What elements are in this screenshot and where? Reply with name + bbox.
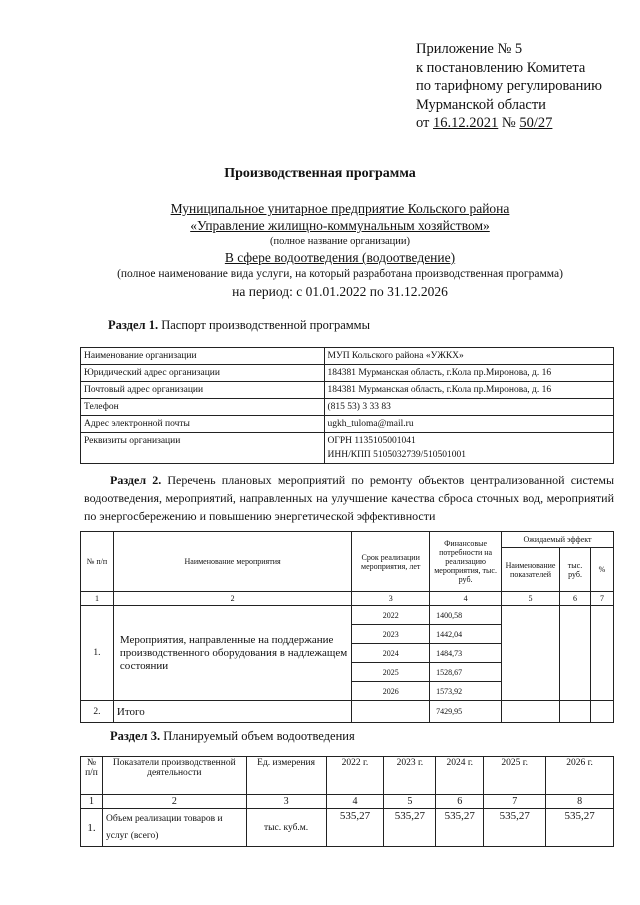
volume-table bbox=[80, 756, 614, 847]
document-title: Производственная программа bbox=[224, 166, 416, 181]
measure-num: 1. bbox=[81, 606, 114, 701]
service-note: (полное наименование вида услуги, на который разработана производственная программа) bbox=[117, 268, 563, 280]
header-line: по тарифному регулированию bbox=[416, 78, 602, 95]
header-number: 50/27 bbox=[519, 115, 553, 132]
table-row bbox=[81, 433, 614, 464]
col-header: № п/п bbox=[81, 757, 103, 795]
passport-key: Наименование организации bbox=[81, 348, 325, 365]
col-header: Финансовые потребности на реализацию мероприятия, тыс. руб. bbox=[430, 532, 502, 592]
passport-value: (815 53) 3 33 83 bbox=[324, 399, 613, 416]
measure-name: Мероприятия, направленные на поддержание производственного оборудования в надлежащем состоянии bbox=[113, 606, 351, 701]
volume-num: 1. bbox=[81, 809, 103, 847]
section3-heading: Раздел 3. Планируемый объем водоотведения bbox=[110, 729, 355, 743]
table-row bbox=[81, 382, 614, 399]
col-header: 2023 г. bbox=[384, 757, 436, 795]
table-row bbox=[81, 348, 614, 365]
measure-value: 1573,92 bbox=[430, 682, 502, 701]
measure-value: 1442,04 bbox=[430, 625, 502, 644]
table-row bbox=[81, 532, 614, 548]
col-header: № п/п bbox=[81, 532, 114, 592]
table-row bbox=[81, 416, 614, 433]
col-header: Ожидаемый эффект bbox=[502, 532, 614, 548]
org-note: (полное название организации) bbox=[269, 236, 411, 247]
header-date-line: от 16.12.2021 № 50/27 bbox=[416, 115, 553, 132]
section1-heading: Раздел 1. Паспорт производственной программы bbox=[108, 318, 370, 332]
col-header: 2026 г. bbox=[546, 757, 614, 795]
table-row bbox=[81, 809, 614, 847]
volume-indicator: Объем реализации товаров и услуг (всего) bbox=[102, 809, 246, 847]
passport-value: ОГРН 1135105001041 ИНН/КПП 5105032739/510501001 bbox=[324, 433, 613, 464]
volume-value: 535,27 bbox=[384, 809, 436, 847]
col-header: тыс. руб. bbox=[560, 548, 591, 592]
measure-year: 2025 bbox=[352, 663, 430, 682]
passport-value: 184381 Мурманская область, г.Кола пр.Миронова, д. 16 bbox=[324, 382, 613, 399]
measure-value: 1484,73 bbox=[430, 644, 502, 663]
measure-year: 2022 bbox=[352, 606, 430, 625]
passport-value: ugkh_tuloma@mail.ru bbox=[324, 416, 613, 433]
col-header: 2024 г. bbox=[436, 757, 484, 795]
passport-key: Реквизиты организации bbox=[81, 433, 325, 464]
col-header: Наименование показателей bbox=[502, 548, 560, 592]
passport-key: Адрес электронной почты bbox=[81, 416, 325, 433]
measure-year: 2023 bbox=[352, 625, 430, 644]
table-row bbox=[81, 399, 614, 416]
total-num: 2. bbox=[81, 701, 114, 723]
org-name-line1: Муниципальное унитарное предприятие Кольского района bbox=[170, 201, 510, 216]
header-line: Приложение № 5 bbox=[416, 41, 523, 57]
period: на период: с 01.01.2022 по 31.12.2026 bbox=[232, 284, 448, 299]
table-row bbox=[81, 757, 614, 795]
col-header: 2025 г. bbox=[484, 757, 546, 795]
measure-value: 1400,58 bbox=[430, 606, 502, 625]
table-row bbox=[81, 606, 614, 625]
table-row bbox=[81, 701, 614, 723]
volume-value: 535,27 bbox=[436, 809, 484, 847]
table-row: 1 2 3 4 5 6 7 bbox=[81, 592, 614, 606]
table-row: 1 2 3 4 5 6 7 8 bbox=[81, 795, 614, 809]
passport-value: МУП Кольского района «УЖКХ» bbox=[324, 348, 613, 365]
header-line: Мурманской области bbox=[416, 96, 546, 113]
measure-value: 1528,67 bbox=[430, 663, 502, 682]
volume-value: 535,27 bbox=[326, 809, 384, 847]
volume-value: 535,27 bbox=[546, 809, 614, 847]
measure-year: 2026 bbox=[352, 682, 430, 701]
volume-value: 535,27 bbox=[484, 809, 546, 847]
passport-table bbox=[80, 347, 614, 464]
header-date: 16.12.2021 bbox=[433, 115, 499, 132]
passport-key: Телефон bbox=[81, 399, 325, 416]
document-header bbox=[416, 40, 602, 133]
col-header: 2022 г. bbox=[326, 757, 384, 795]
total-value: 7429,95 bbox=[430, 701, 502, 723]
service-name: В сфере водоотведения (водоотведение) bbox=[224, 250, 456, 265]
passport-key: Почтовый адрес организации bbox=[81, 382, 325, 399]
col-header: % bbox=[590, 548, 613, 592]
header-line: к постановлению Комитета bbox=[416, 59, 586, 76]
col-header: Наименование мероприятия bbox=[113, 532, 351, 592]
col-header: Срок реализации мероприятия, лет bbox=[352, 532, 430, 592]
org-name-line2: «Управление жилищно-коммунальным хозяйством» bbox=[190, 218, 490, 233]
col-header: Ед. измерения bbox=[246, 757, 326, 795]
table-row bbox=[81, 365, 614, 382]
col-header: Показатели производственной деятельности bbox=[102, 757, 246, 795]
total-label: Итого bbox=[113, 701, 351, 723]
volume-unit: тыс. куб.м. bbox=[246, 809, 326, 847]
measure-year: 2024 bbox=[352, 644, 430, 663]
section2-text: Раздел 2. Перечень плановых мероприятий по ремонту объектов централизованной системы водоотведения, мероприятий, направленных на улучшение качества сброса сточных вод, мероприятий по энергосбережению и повышению энергетической эффективности bbox=[84, 473, 615, 523]
measures-table bbox=[80, 531, 614, 723]
passport-value: 184381 Мурманская область, г.Кола пр.Миронова, д. 16 bbox=[324, 365, 613, 382]
passport-key: Юридический адрес организации bbox=[81, 365, 325, 382]
